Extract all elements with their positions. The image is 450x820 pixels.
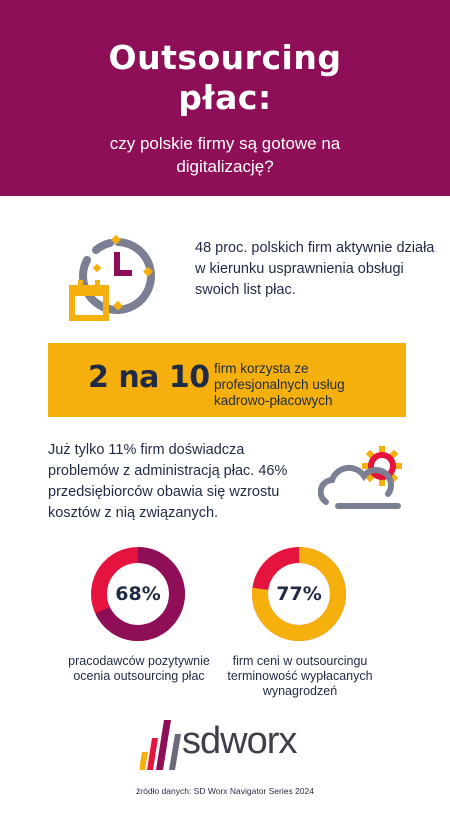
stat-payroll-problems-text: Już tylko 11% firm doświadcza problemów z administracją płac. 46% przedsiębiorców obawia się wzrostu kosztów z nią związanych. (48, 442, 288, 521)
highlight-band (48, 343, 406, 417)
clock-calendar-icon (66, 232, 162, 322)
title-line-1: Outsourcing (108, 38, 342, 77)
stat-payroll-improvement-text: 48 proc. polskich firm aktywnie działa w kierunku usprawnienia obsługi swoich list płac. (195, 240, 435, 298)
donut-employers-caption: pracodawców pozytywnie ocenia outsourcing płac (68, 654, 210, 683)
sdworx-slashes-icon (140, 714, 184, 774)
gear-icon (362, 446, 402, 486)
page-subtitle: czy polskie firmy są gotowe na digitalizację? (109, 134, 341, 176)
donut-timeliness-percent: 77% (276, 583, 322, 605)
donut-timeliness-caption: firm ceni w outsourcingu terminowość wypłacanych wynagrodzeń (227, 654, 373, 698)
header-banner (0, 0, 450, 196)
page-title (0, 0, 450, 118)
donut-employers-percent: 68% (115, 583, 161, 605)
stat-payroll-improvement (0, 222, 450, 322)
sdworx-logo (140, 714, 320, 776)
stat-payroll-problems (0, 440, 450, 530)
source-note: źródło danych: SD Worx Navigator Series 2024 (136, 786, 314, 796)
highlight-value: 2 na 10 (88, 360, 210, 395)
title-line-2: płac: (178, 78, 272, 117)
sdworx-logo-text: sdworx (182, 720, 297, 762)
cloud-gear-icon (318, 444, 408, 514)
highlight-text: firm korzysta ze profesjonalnych usług kadrowo-płacowych (214, 361, 345, 408)
